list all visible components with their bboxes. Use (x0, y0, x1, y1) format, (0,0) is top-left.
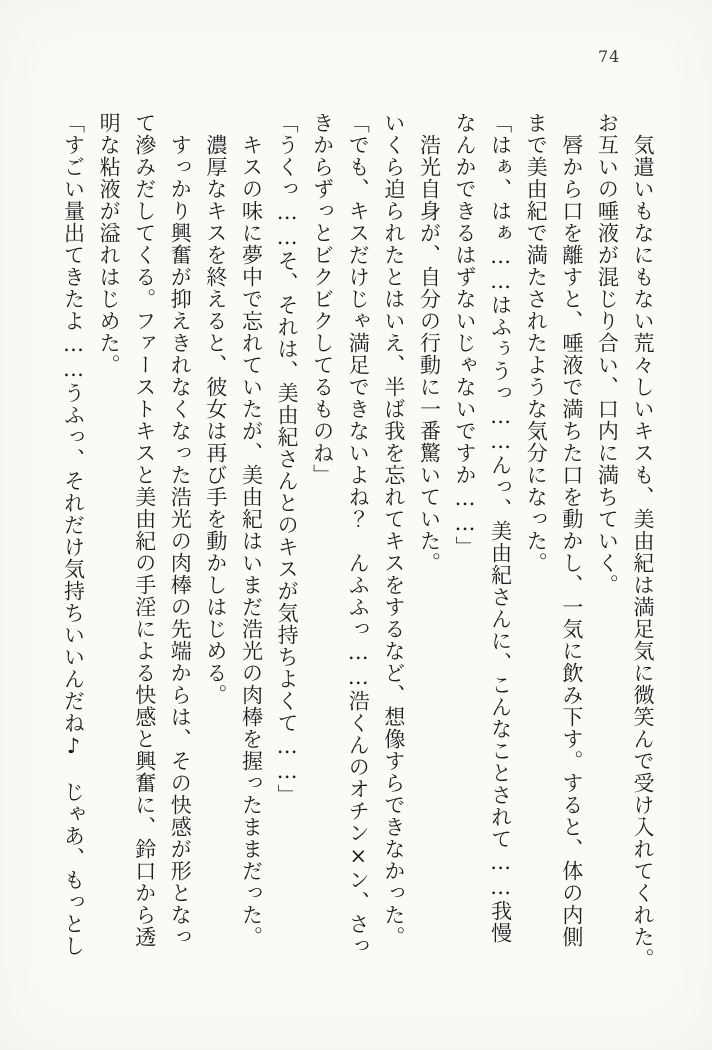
text-column: 浩光自身が、自分の行動に一番驚いていた。 (417, 112, 442, 574)
text-column: まで美由紀で満たされたような気分になった。 (524, 112, 549, 574)
text-column: 濃厚なキスを終えると、彼女は再び手を動かしはじめる。 (203, 112, 228, 706)
page-number: 74 (598, 47, 621, 66)
text-column: お互いの唾液が混じり合い、口内に満ちていく。 (595, 112, 620, 596)
text-column: すっかり興奮が抑えきれなくなった浩光の肉棒の先端からは、その快感が形となっ (168, 112, 193, 948)
text-column: 明な粘液が溢れはじめた。 (97, 112, 122, 376)
text-column: いくら迫られたとはいえ、半ば我を忘れてキスをするなど、想像すらできなかった。 (381, 112, 406, 948)
text-column: キスの味に夢中で忘れていたが、美由紀はいまだ浩光の肉棒を握ったままだった。 (239, 112, 264, 948)
text-column: て滲みだしてくる。ファーストキスと美由紀の手淫による快感と興奮に、鈴口から透 (132, 112, 157, 948)
text-column: なんかできるはずないじゃないですか……」 (453, 112, 478, 558)
text-column: 「すごい量出てきたよ……うふっ、それだけ気持ちいいんだね♪ じゃあ、もっとし (61, 112, 86, 957)
text-column: きからずっとビクビクしてるものね」 (310, 112, 335, 486)
text-column: 「はぁ、はぁ……はふぅうっ……んっ、美由紀さんに、こんなことされて……我慢 (488, 112, 513, 944)
text-column: 「でも、キスだけじゃ満足できないよね？ んふふっ……浩くんのオチン×ン、さっ (346, 112, 371, 957)
body-text (54, 112, 660, 970)
text-column: 唇から口を離すと、唾液で満ちた口を動かし、一気に飲み下す。すると、体の内側 (559, 112, 584, 948)
text-column: 気遣いもなにもない荒々しいキスも、美由紀は満足気に微笑んで受け入れてくれた。 (631, 112, 655, 970)
text-column: 「うくっ……そ、それは、美由紀さんとのキスが気持ちよくて……」 (275, 112, 300, 806)
